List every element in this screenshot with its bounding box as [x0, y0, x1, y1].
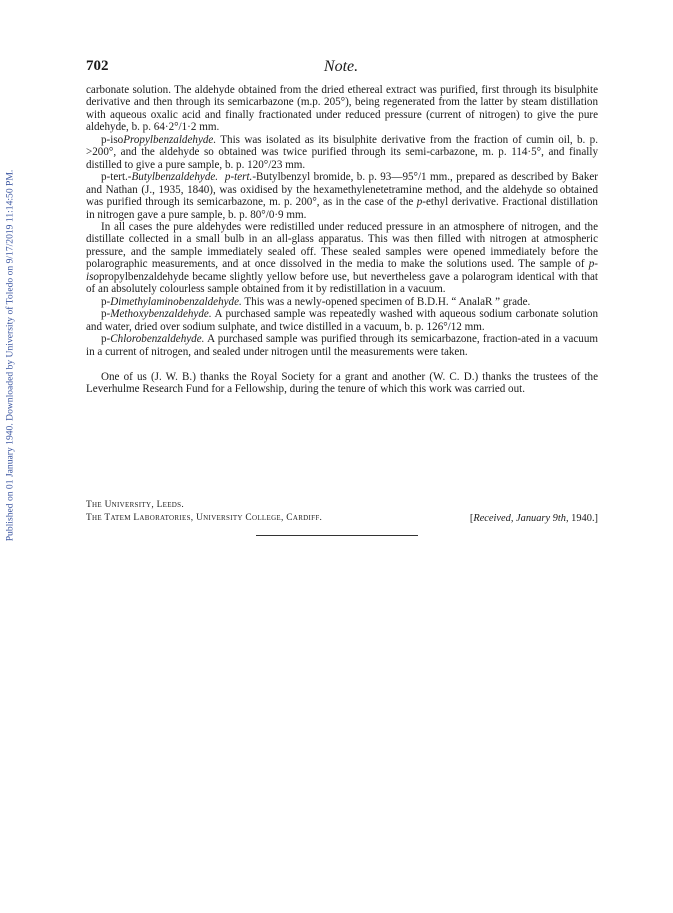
compound-prefix: p- — [101, 308, 111, 321]
paragraph-text: propylbenzaldehyde became slightly yellow before use, but nevertheless gave a polarogram identical with that of an absolutely colourless sample obtained from it by redistillation in a vacuum. — [86, 270, 598, 296]
paragraph-chloro — [86, 333, 598, 358]
paragraph-general-procedure — [86, 221, 598, 296]
paragraph-tert-butyl — [86, 171, 598, 221]
compound-title: Dimethylaminobenzaldehyde. — [110, 295, 242, 308]
paragraph-text: -ethyl derivative. Fractional distillation in nitrogen gave a pure sample, b. p. 80°/0·9 mm. — [86, 196, 598, 221]
page-header — [86, 58, 596, 78]
paragraph-text: This was isolated as its bisulphite derivative from the fraction of cumin oil, b. p. >200°, and the aldehyde so obtained was twice purified through its semi-carbazone, m. p. 114·5°, and finally distilled to give a pure sample, b. p. 120°/23 mm. — [86, 133, 598, 171]
received-year: 1940.] — [568, 513, 598, 524]
compound-title: Butylbenzaldehyde. — [131, 171, 219, 184]
paragraph-text: A purchased sample was repeatedly washed with aqueous sodium carbonate solution and water, dried over sodium sulphate, and twice distilled in a vacuum, b. p. 126°/12 mm. — [86, 308, 598, 333]
compound-title: Methoxybenzaldehyde. — [110, 308, 212, 321]
paragraph-1-text: carbonate solution. The aldehyde obtained from the dried ethereal extract was purified, first through its bisulphite derivative and then through its semicarbazone (m.p. 205°), being regenerated from the latter by steam distillation with aqueous oxalic acid and finally fractionated under reduced pressure (current of nitrogen) to give the pure aldehyde, b. p. 64·2°/1·2 mm. — [86, 84, 598, 134]
compound-title: Chlorobenzaldehyde. — [110, 333, 205, 346]
running-head: Note. — [323, 58, 359, 75]
publication-sidebar-note — [3, 110, 17, 600]
received-label: Received, January 9th, — [473, 513, 569, 524]
compound-prefix: p- — [101, 333, 111, 346]
affiliation-leeds — [86, 499, 598, 512]
compound-title: Propylbenzaldehyde. — [123, 133, 217, 146]
affiliation-leeds-text: The University, Leeds. — [86, 500, 184, 510]
paragraph-text: -Butylbenzyl bromide, b. p. 93—95°/1 mm., prepared as described by Baker and Nathan (J., 1935, 1840), was oxidised by the hexamethylenetetramine method, and the aldehyde so obtained was purified through its semicarbazone, m. p. 200°, as in the case of the — [86, 171, 599, 209]
compound-prefix: p-iso — [101, 133, 124, 146]
paragraph-text: In all cases the pure aldehydes were redistilled under reduced pressure in an atmosphere of nitrogen, and the distillate collected in a small bulb in an all-glass apparatus. This was then filled with nitrogen at atmospheric pressure, and the sample immediately sealed off. These sealed samples were opened immediately before the polarographic measurements, and at once dissolved in the media to make the solutions used. The sample of — [86, 220, 598, 271]
compound-prefix: p-tert.- — [101, 171, 132, 184]
italic-prefix: p — [416, 196, 423, 209]
compound-prefix: p- — [101, 295, 111, 308]
affiliation-cardiff — [86, 512, 598, 525]
acknowledgement-paragraph — [86, 371, 598, 396]
paragraph-text: A purchased sample was purified through its semicarbazone, fraction-ated in a vacuum in a current of nitrogen, and sealed under nitrogen until the measurements were taken. — [86, 333, 598, 358]
acknowledgement-text: One of us (J. W. B.) thanks the Royal Society for a grant and another (W. C. D.) thanks the trustees of the Leverhulme Research Fund for a Fellowship, during the tenure of which this work was carried out. — [86, 370, 598, 396]
received-bracket: [ — [469, 513, 474, 524]
affiliations — [86, 499, 598, 525]
italic-prefix: p-tert. — [224, 171, 253, 184]
received-date — [470, 512, 598, 525]
paragraph-1 — [86, 84, 598, 134]
sidebar-note-text: Published on 01 January 1940. Downloaded by University of Toledo on 9/17/2019 11:14:50 PM. — [4, 169, 16, 541]
italic-prefix: p-iso — [86, 258, 598, 283]
affiliation-cardiff-text: The Tatem Laboratories, University College, Cardiff. — [86, 513, 323, 523]
body-text — [86, 84, 598, 396]
paragraph-text: This was a newly-opened specimen of B.D.H. “ AnalaR ” grade. — [241, 295, 531, 308]
end-rule — [256, 535, 418, 536]
page-number: 702 — [86, 58, 109, 74]
paragraph-isopropyl — [86, 134, 598, 171]
paragraph-methoxy — [86, 308, 598, 333]
paragraph-dimethylamino — [86, 296, 598, 308]
